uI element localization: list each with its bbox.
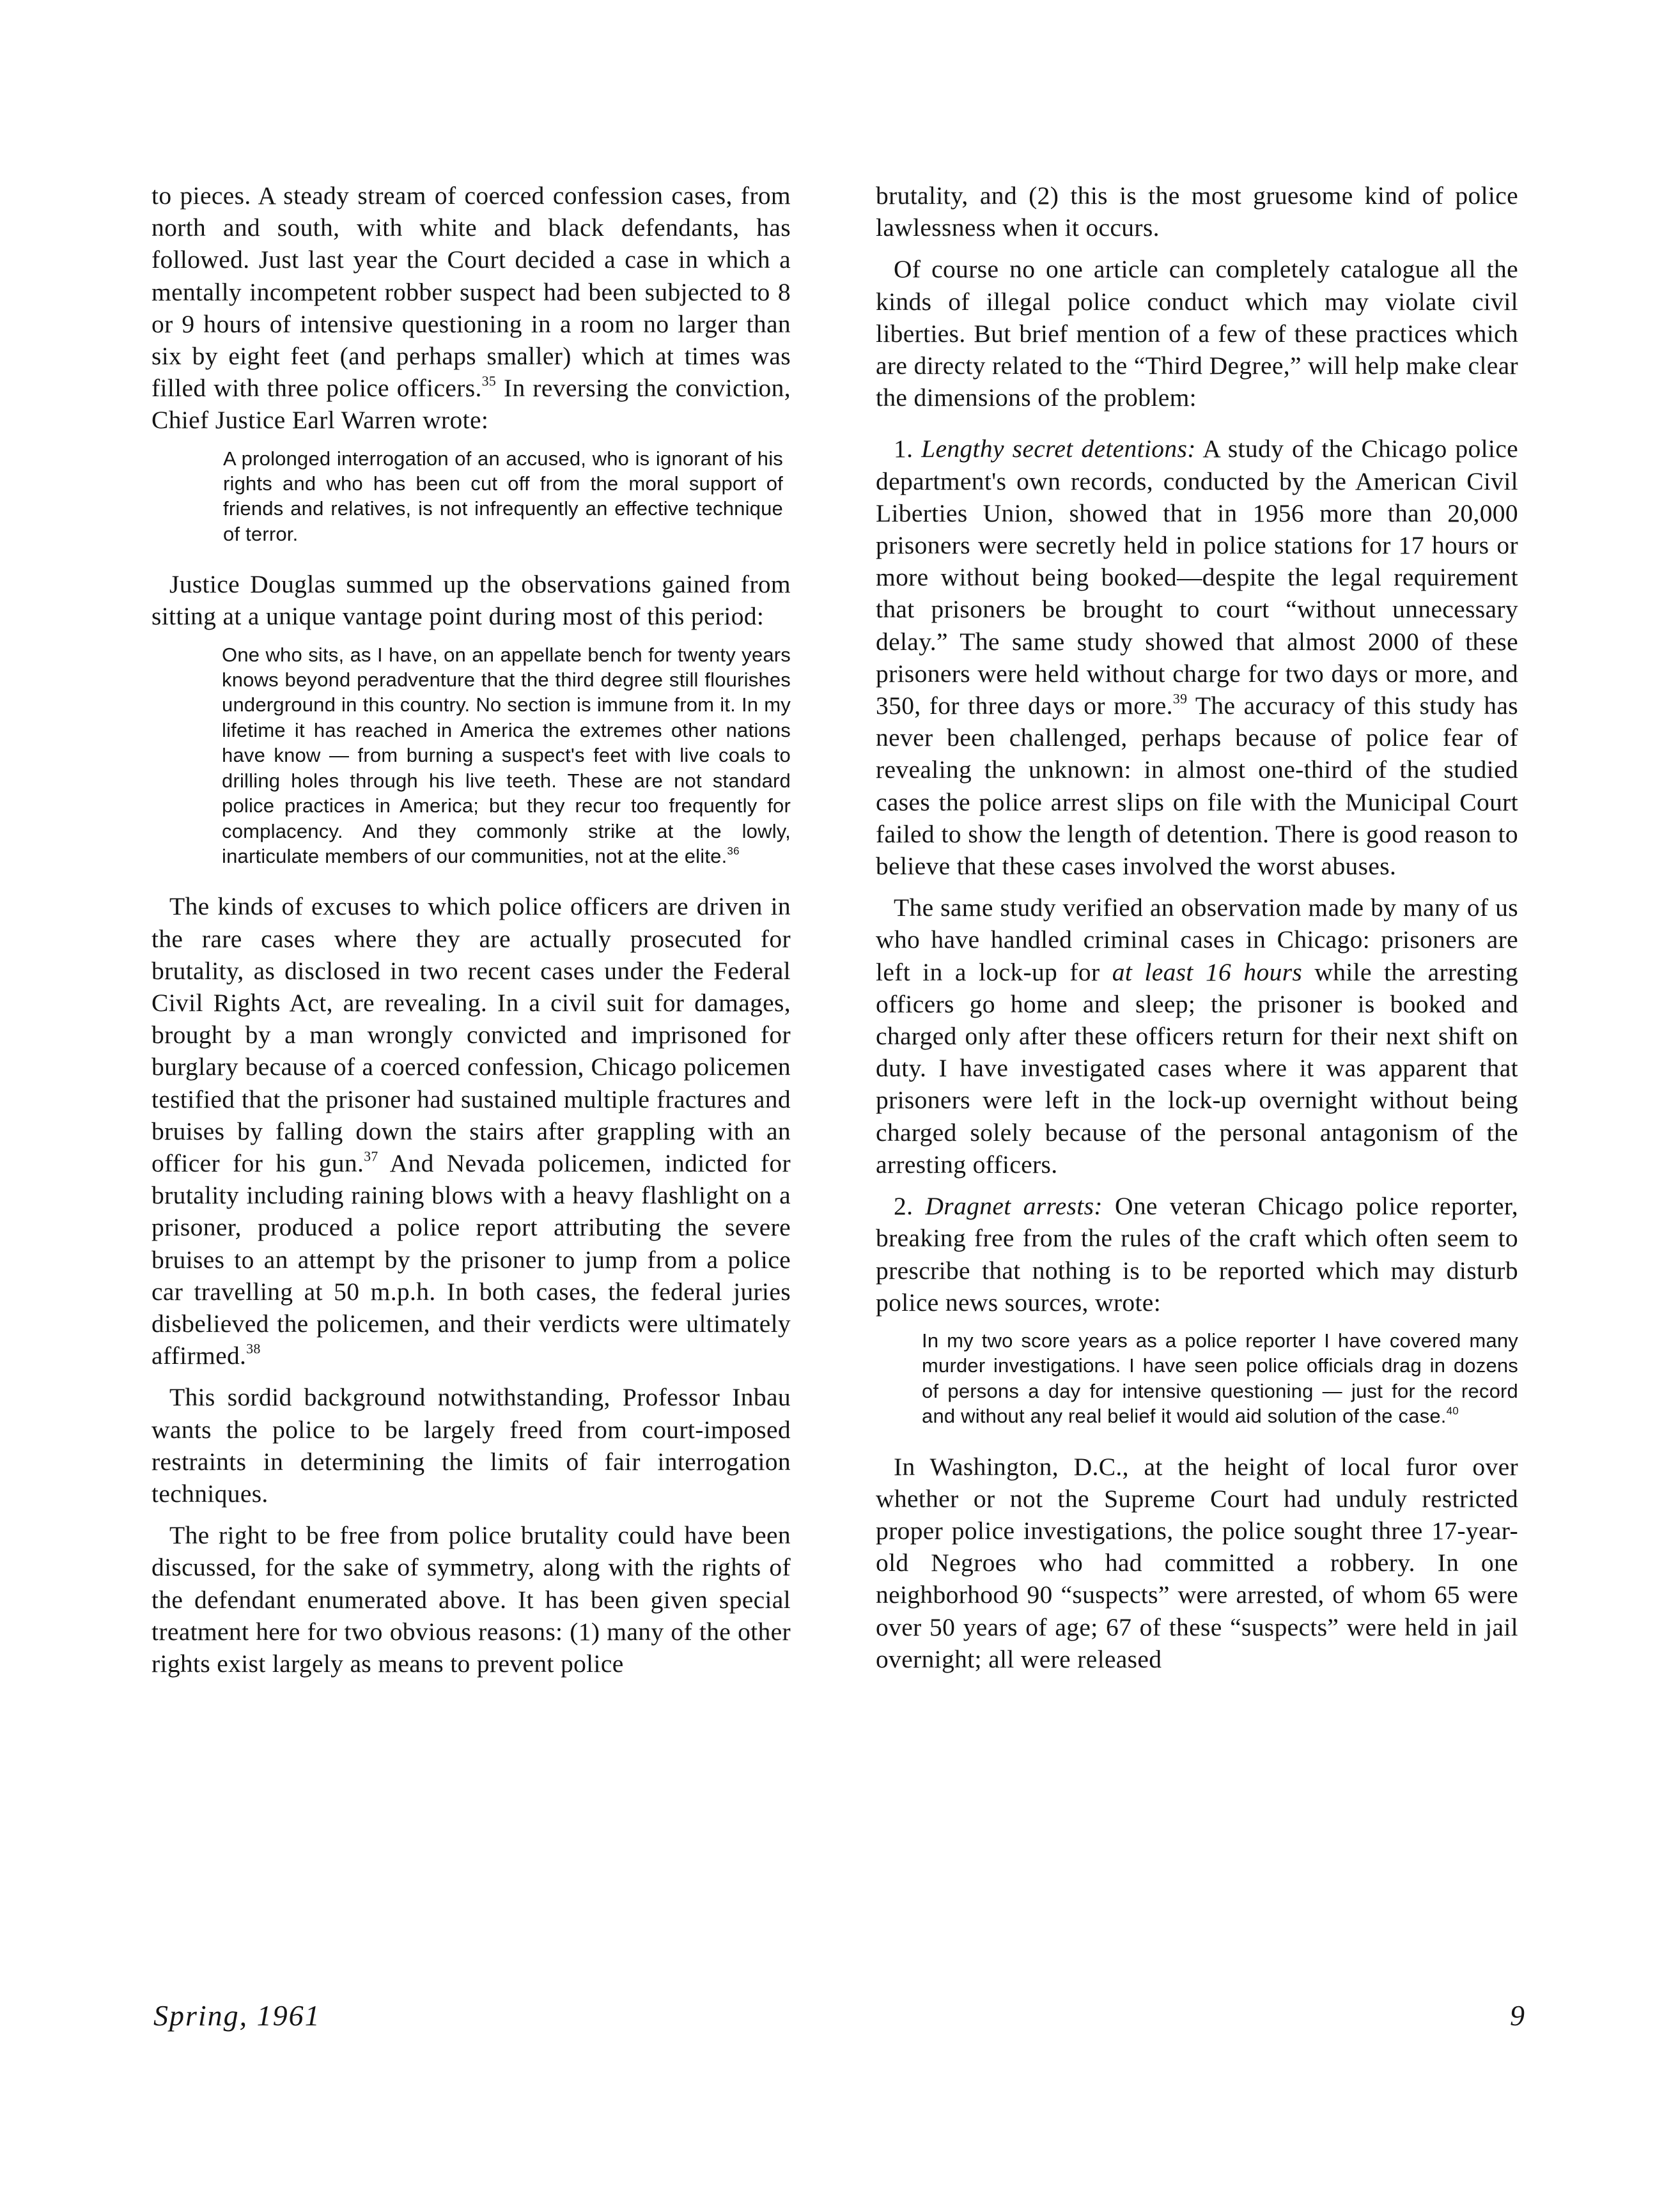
list-heading: Lengthy secret detentions:	[921, 435, 1196, 463]
list-heading: Dragnet arrests:	[925, 1192, 1103, 1221]
paragraph: The right to be free from police brutality could have been discussed, for the sake of symmetry, along with the rights of the defendant enumerated above. It has been given special treatment here for two obvious reasons: (1) many of the other rights exist largely as means to prevent police	[152, 1521, 791, 1678]
paragraph: The kinds of excuses to which police officers are driven in the rare cases where they are actually prosecuted for brutality, as disclosed in two recent cases under the Federal Civil Rights Act, are revealing. In a civil suit for damages, brought by a man wrongly convicted and imprisoned for burglary because of a coerced confession, Chicago policemen testified that the prisoner had sustained multiple fractures and bruises by falling down the stairs after grappling with an officer for his gun.$^{37}$ And Nevada policemen, indicted for brutality including raining blows with a heavy flashlight on a prisoner, produced a police report attributing the severe bruises to an attempt by the prisoner to jump from a police car travelling at 50 m.p.h. In both cases, the federal juries disbelieved the policemen, and their verdicts were ultimately affirmed.$^{38}$	[152, 892, 791, 1370]
paragraph: Justice Douglas summed up the observations gained from sitting at a unique vantage point during most of this period:	[152, 570, 791, 631]
footnote-ref: 37	[364, 1149, 378, 1164]
page-number: 9	[1510, 1999, 1525, 2032]
footnote-ref: 40	[1446, 1405, 1459, 1418]
list-item: 2. Dragnet arrests: One veteran Chicago police reporter, breaking free from the rules of the craft which often seem to prescribe that nothing is to be reported which may disturb police news sources, wrote:	[876, 1192, 1518, 1317]
issue-date: Spring, 1961	[153, 1999, 321, 2032]
left-column	[152, 180, 791, 1689]
paragraph: In Washington, D.C., at the height of local furor over whether or not the Supreme Court had unduly restricted proper police investigations, the police sought three 17-year-old Negroes who had committed a robbery. In one neighborhood 90 “suspects” were arrested, of whom 65 were over 50 years of age; 67 of these “suspects” were held in jail overnight; all were released	[876, 1452, 1518, 1673]
paragraph: Of course no one article can completely catalogue all the kinds of illegal police conduct which may violate civil liberties. But brief mention of a few of these practices which are directy related to the “Third Degree,” will help make clear the dimensions of the problem:	[876, 255, 1518, 412]
footnote-ref: 39	[1172, 691, 1188, 707]
block-quote: In my two score years as a police reporter I have covered many murder investigations. I have seen police officials drag in dozens of persons a day for intensive questioning — just for the record and without any real belief it would aid solution of the case.$^{40}$	[922, 1329, 1518, 1428]
right-column	[876, 180, 1518, 1685]
list-number: 1.	[894, 435, 922, 463]
paragraph: The same study verified an observation made by many of us who have handled criminal cases in Chicago: prisoners are left in a lock-up for at least 16 hours while the arresting officers go home and sleep; the prisoner is booked and charged only after these officers return for their next shift on duty. I have investigated cases where it was apparent that prisoners were left in the lock-up overnight without being charged solely because of the personal antagonism of the arresting officers.	[876, 893, 1518, 1179]
paragraph: brutality, and (2) this is the most gruesome kind of police lawlessness when it occurs.	[876, 182, 1518, 242]
footnote-ref: 35	[481, 373, 497, 389]
block-quote: One who sits, as I have, on an appellate bench for twenty years knows beyond peradventure that the third degree still flourishes underground in this country. No section is immune from it. In my lifetime it has reached in America the extremes other nations have know — from burning a suspect's feet with live coals to drilling holes through his live teeth. These are not standard police practices in America; but they recur too frequently for complacency. And they commonly strike at the lowly, inarticulate members of our communities, not at the elite.$^{36}$	[222, 643, 791, 867]
footnote-ref: 36	[727, 845, 740, 858]
paragraph: This sordid background notwithstanding, Professor Inbau wants the police to be largely freed from court-imposed restraints in determining the limits of fair interrogation techniques.	[152, 1383, 791, 1508]
footnote-ref: 38	[246, 1341, 261, 1357]
paragraph: to pieces. A steady stream of coerced confession cases, from north and south, with white and black defendants, has followed. Just last year the Court decided a case in which a mentally incompetent robber suspect had been subjected to 8 or 9 hours of intensive questioning in a room no larger than six by eight feet (and perhaps smaller) which at times was filled with three police officers.$^{35}$ In reversing the conviction, Chief Justice Earl Warren wrote:	[152, 182, 791, 435]
emphasis: at least 16 hours	[1112, 957, 1303, 986]
list-number: 2.	[894, 1192, 926, 1221]
list-item: 1. Lengthy secret detentions: A study of the Chicago police department's own records, conducted by the American Civil Liberties Union, showed that in 1956 more than 20,000 prisoners were secretly held in police stations for 17 hours or more without being booked—despite the legal requirement that prisoners be brought to court “without unnecessary delay.” The same study showed that almost 2000 of these prisoners were held without charge for two days or more, and 350, for three days or more.$^{39}$ The accuracy of this study has never been challenged, perhaps because of police fear of revealing the unknown: in almost one-third of the studied cases the police arrest slips on file with the Municipal Court failed to show the length of detention. There is good reason to believe that these cases involved the worst abuses.	[876, 435, 1518, 881]
block-quote: A prolonged interrogation of an accused, who is ignorant of his rights and who has been cut off from the moral support of friends and relatives, is not infrequently an effective technique of terror.	[223, 447, 783, 545]
